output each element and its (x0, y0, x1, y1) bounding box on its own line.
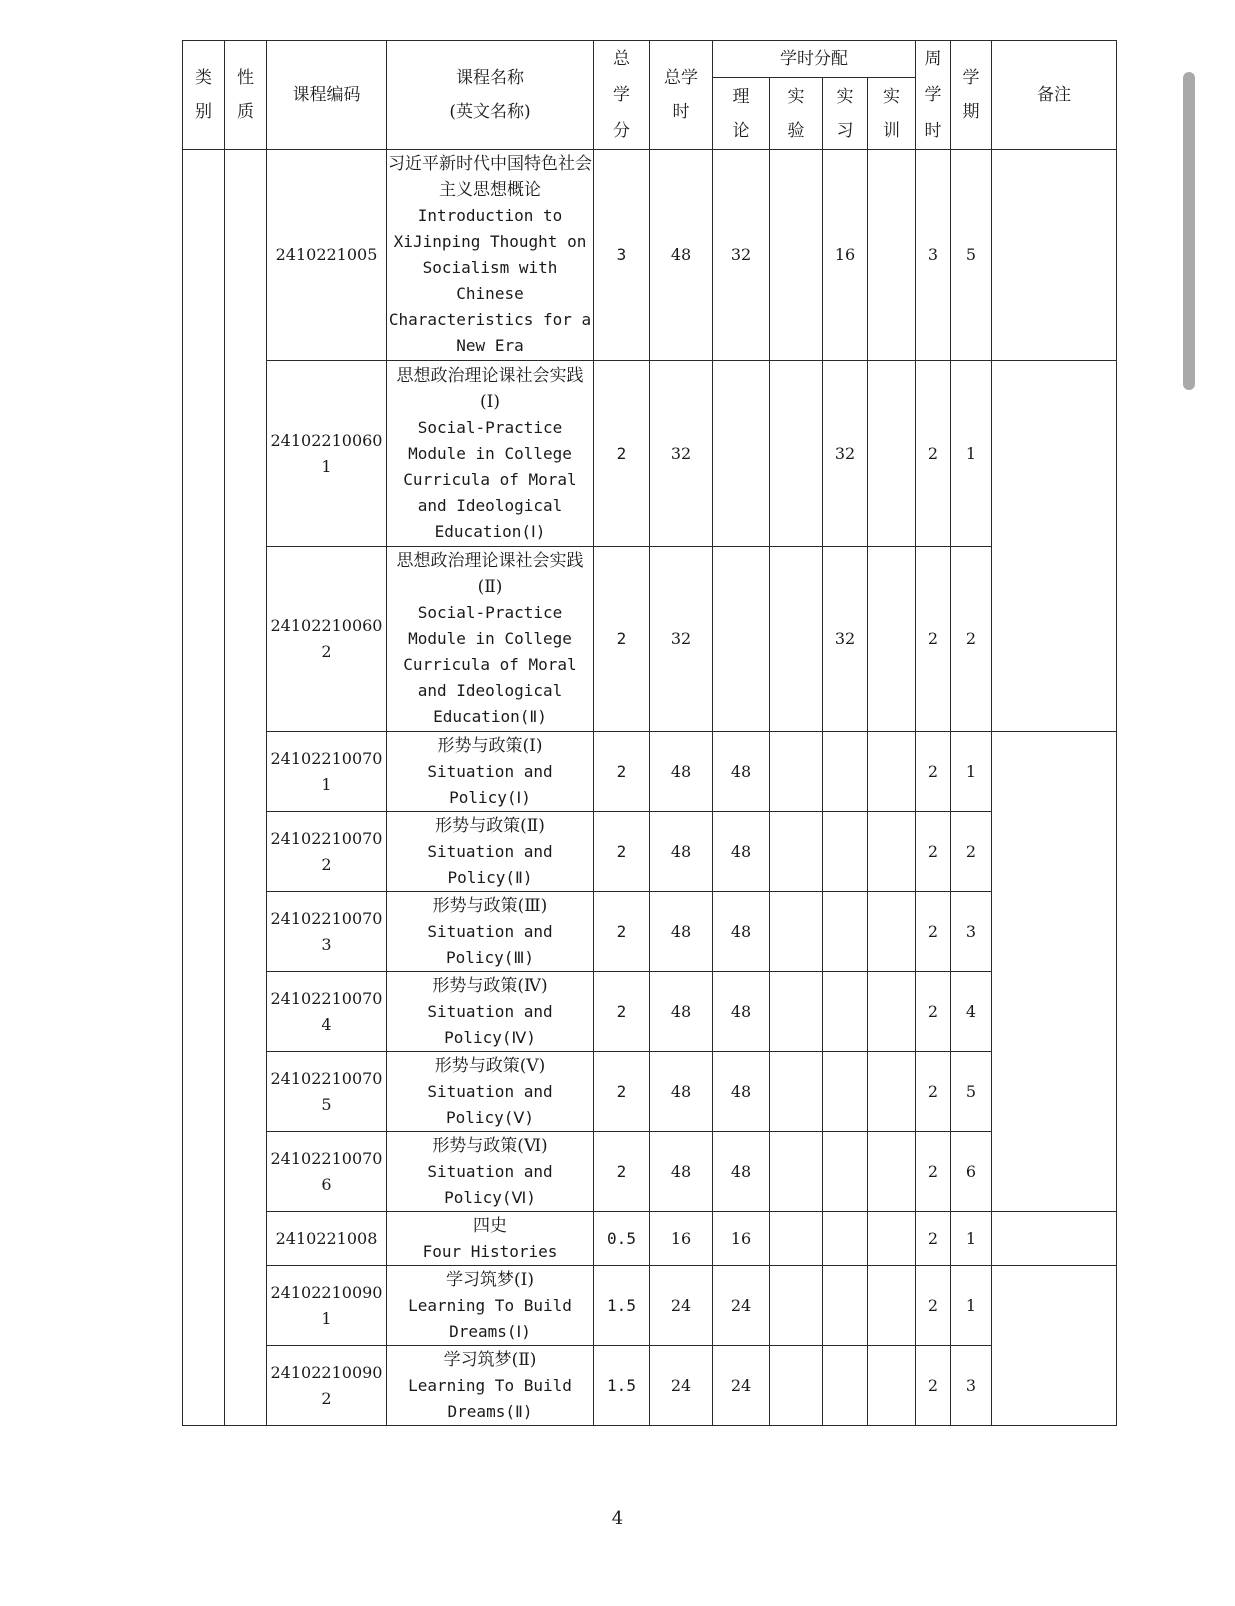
course-code: 241022100901 (267, 1266, 387, 1346)
table-row (183, 972, 1117, 1052)
theory-hours-cell: 48 (713, 1052, 770, 1132)
header-name-zh: 课程名称 (456, 68, 524, 88)
credits-cell: 1.5 (594, 1266, 650, 1346)
header-semester: 学期 (951, 41, 992, 150)
internship-hours-cell: 16 (823, 150, 868, 361)
semester-cell: 2 (951, 547, 992, 732)
header-hours-distribution: 学时分配 (713, 41, 916, 78)
course-name-en: Situation and Policy(Ⅳ) (427, 1001, 553, 1047)
credits-cell: 2 (594, 1132, 650, 1212)
theory-hours-cell (713, 361, 770, 547)
total-hours-cell: 16 (650, 1212, 713, 1266)
internship-hours-cell (823, 732, 868, 812)
course-name (387, 892, 594, 972)
remarks-cell (992, 361, 1117, 732)
training-hours-cell (868, 1346, 916, 1426)
table-row (183, 1132, 1117, 1212)
semester-cell: 4 (951, 972, 992, 1052)
course-name-en: Situation and Policy(Ⅵ) (427, 1161, 553, 1207)
internship-hours-cell (823, 812, 868, 892)
credits-cell: 2 (594, 972, 650, 1052)
training-hours-cell (868, 1132, 916, 1212)
header-experiment: 实验 (770, 78, 823, 150)
weekly-hours-cell: 2 (916, 1212, 951, 1266)
total-hours-cell: 48 (650, 150, 713, 361)
semester-cell: 2 (951, 812, 992, 892)
experiment-hours-cell (770, 150, 823, 361)
total-hours-cell: 48 (650, 812, 713, 892)
theory-hours-cell: 48 (713, 732, 770, 812)
course-name (387, 1266, 594, 1346)
weekly-hours-cell: 2 (916, 732, 951, 812)
semester-cell: 1 (951, 732, 992, 812)
theory-hours-cell: 24 (713, 1266, 770, 1346)
weekly-hours-cell: 2 (916, 972, 951, 1052)
header-nature: 性质 (225, 41, 267, 150)
theory-hours-cell: 32 (713, 150, 770, 361)
experiment-hours-cell (770, 732, 823, 812)
experiment-hours-cell (770, 361, 823, 547)
course-code: 241022100704 (267, 972, 387, 1052)
course-name (387, 812, 594, 892)
semester-cell: 1 (951, 1212, 992, 1266)
training-hours-cell (868, 732, 916, 812)
training-hours-cell (868, 361, 916, 547)
internship-hours-cell (823, 892, 868, 972)
training-hours-cell (868, 547, 916, 732)
table-row (183, 1052, 1117, 1132)
total-hours-cell: 24 (650, 1266, 713, 1346)
training-hours-cell (868, 892, 916, 972)
course-name-en: Introduction to XiJinping Thought on Socialism with Chinese Characteristics for a New Era (388, 206, 592, 355)
training-hours-cell (868, 812, 916, 892)
total-hours-cell: 48 (650, 1132, 713, 1212)
training-hours-cell (868, 1052, 916, 1132)
experiment-hours-cell (770, 972, 823, 1052)
course-name (387, 1052, 594, 1132)
table-row (183, 150, 1117, 361)
header-name (387, 41, 594, 150)
table-row (183, 547, 1117, 732)
weekly-hours-cell: 2 (916, 892, 951, 972)
course-code: 241022100702 (267, 812, 387, 892)
course-name-en: Four Histories (422, 1241, 558, 1261)
header-credits: 总学分 (594, 41, 650, 150)
semester-cell: 1 (951, 361, 992, 547)
internship-hours-cell (823, 1132, 868, 1212)
remarks-cell (992, 150, 1117, 361)
training-hours-cell (868, 1266, 916, 1346)
table-row (183, 1212, 1117, 1266)
credits-cell: 2 (594, 732, 650, 812)
course-name (387, 547, 594, 732)
course-name (387, 972, 594, 1052)
weekly-hours-cell: 3 (916, 150, 951, 361)
header-training: 实训 (868, 78, 916, 150)
total-hours-cell: 24 (650, 1346, 713, 1426)
course-name (387, 732, 594, 812)
experiment-hours-cell (770, 1132, 823, 1212)
credits-cell: 1.5 (594, 1346, 650, 1426)
weekly-hours-cell: 2 (916, 547, 951, 732)
semester-cell: 6 (951, 1132, 992, 1212)
theory-hours-cell: 24 (713, 1346, 770, 1426)
semester-cell: 3 (951, 892, 992, 972)
header-name-en: (英文名称) (449, 102, 531, 122)
experiment-hours-cell (770, 812, 823, 892)
internship-hours-cell: 32 (823, 361, 868, 547)
internship-hours-cell (823, 1266, 868, 1346)
weekly-hours-cell: 2 (916, 1132, 951, 1212)
header-weekly-hours: 周学时 (916, 41, 951, 150)
course-code: 241022100602 (267, 547, 387, 732)
training-hours-cell (868, 1212, 916, 1266)
credits-cell: 2 (594, 812, 650, 892)
experiment-hours-cell (770, 547, 823, 732)
course-name-zh: 思想政治理论课社会实践(Ⅱ) (396, 551, 584, 597)
theory-hours-cell (713, 547, 770, 732)
theory-hours-cell: 48 (713, 892, 770, 972)
course-code: 241022100705 (267, 1052, 387, 1132)
training-hours-cell (868, 972, 916, 1052)
course-name-en: Situation and Policy(Ⅲ) (427, 921, 553, 967)
total-hours-cell: 48 (650, 892, 713, 972)
nature-cell (225, 150, 267, 1426)
course-name-en: Situation and Policy(Ⅴ) (427, 1081, 553, 1127)
internship-hours-cell (823, 972, 868, 1052)
course-name-zh: 四史 (473, 1215, 507, 1236)
course-name-zh: 形势与政策(Ⅳ) (432, 975, 548, 996)
course-name-zh: 学习筑梦(Ⅰ) (446, 1269, 534, 1290)
experiment-hours-cell (770, 1052, 823, 1132)
semester-cell: 5 (951, 1052, 992, 1132)
table-row (183, 812, 1117, 892)
course-name-zh: 思想政治理论课社会实践(Ⅰ) (396, 365, 584, 412)
total-hours-cell: 48 (650, 972, 713, 1052)
course-name-en: Situation and Policy(Ⅰ) (427, 761, 553, 807)
course-name (387, 150, 594, 361)
total-hours-cell: 32 (650, 547, 713, 732)
training-hours-cell (868, 150, 916, 361)
course-name (387, 361, 594, 547)
course-name (387, 1132, 594, 1212)
total-hours-cell: 48 (650, 1052, 713, 1132)
remarks-cell (992, 1212, 1117, 1266)
credits-cell: 3 (594, 150, 650, 361)
course-name-zh: 形势与政策(Ⅰ) (437, 735, 543, 756)
weekly-hours-cell: 2 (916, 812, 951, 892)
page-number: 4 (611, 1508, 624, 1529)
table-row (183, 361, 1117, 547)
category-cell (183, 150, 225, 1426)
course-name-zh: 学习筑梦(Ⅱ) (443, 1349, 537, 1370)
course-name-en: Situation and Policy(Ⅱ) (427, 841, 553, 887)
credits-cell: 2 (594, 892, 650, 972)
credits-cell: 2 (594, 361, 650, 547)
experiment-hours-cell (770, 892, 823, 972)
course-name-en: Learning To Build Dreams(Ⅱ) (408, 1375, 572, 1421)
scrollbar-thumb[interactable] (1183, 72, 1195, 390)
weekly-hours-cell: 2 (916, 361, 951, 547)
course-name (387, 1212, 594, 1266)
weekly-hours-cell: 2 (916, 1346, 951, 1426)
course-code: 241022100703 (267, 892, 387, 972)
course-name-en: Social-Practice Module in College Curricula of Moral and Ideological Education(Ⅱ) (403, 603, 577, 726)
course-name-zh: 形势与政策(Ⅱ) (435, 815, 545, 836)
course-name-zh: 形势与政策(Ⅵ) (432, 1135, 548, 1156)
credits-cell: 0.5 (594, 1212, 650, 1266)
course-code: 241022100601 (267, 361, 387, 547)
table-row (183, 1266, 1117, 1346)
header-theory: 理论 (713, 78, 770, 150)
theory-hours-cell: 48 (713, 972, 770, 1052)
experiment-hours-cell (770, 1266, 823, 1346)
course-name-zh: 习近平新时代中国特色社会主义思想概论 (388, 154, 592, 200)
remarks-cell (992, 732, 1117, 1212)
course-code: 241022100706 (267, 1132, 387, 1212)
course-table (182, 40, 1117, 1426)
internship-hours-cell (823, 1346, 868, 1426)
internship-hours-cell: 32 (823, 547, 868, 732)
total-hours-cell: 32 (650, 361, 713, 547)
weekly-hours-cell: 2 (916, 1266, 951, 1346)
semester-cell: 1 (951, 1266, 992, 1346)
course-name-en: Social-Practice Module in College Curricula of Moral and Ideological Education(Ⅰ) (403, 417, 577, 541)
course-code: 241022100701 (267, 732, 387, 812)
theory-hours-cell: 48 (713, 1132, 770, 1212)
header-category: 类别 (183, 41, 225, 150)
table-row (183, 892, 1117, 972)
internship-hours-cell (823, 1052, 868, 1132)
course-name-zh: 形势与政策(Ⅴ) (434, 1055, 546, 1076)
course-code: 241022100902 (267, 1346, 387, 1426)
weekly-hours-cell: 2 (916, 1052, 951, 1132)
table-row (183, 1346, 1117, 1426)
course-code: 2410221008 (267, 1212, 387, 1266)
internship-hours-cell (823, 1212, 868, 1266)
course-name (387, 1346, 594, 1426)
credits-cell: 2 (594, 1052, 650, 1132)
header-total-hours: 总学时 (650, 41, 713, 150)
semester-cell: 3 (951, 1346, 992, 1426)
header-internship: 实习 (823, 78, 868, 150)
credits-cell: 2 (594, 547, 650, 732)
course-name-zh: 形势与政策(Ⅲ) (432, 895, 548, 916)
theory-hours-cell: 48 (713, 812, 770, 892)
header-code: 课程编码 (267, 41, 387, 150)
header-remarks: 备注 (992, 41, 1117, 150)
experiment-hours-cell (770, 1212, 823, 1266)
total-hours-cell: 48 (650, 732, 713, 812)
table-row (183, 732, 1117, 812)
course-code: 2410221005 (267, 150, 387, 361)
semester-cell: 5 (951, 150, 992, 361)
course-name-en: Learning To Build Dreams(Ⅰ) (408, 1295, 572, 1341)
experiment-hours-cell (770, 1346, 823, 1426)
remarks-cell (992, 1266, 1117, 1426)
theory-hours-cell: 16 (713, 1212, 770, 1266)
